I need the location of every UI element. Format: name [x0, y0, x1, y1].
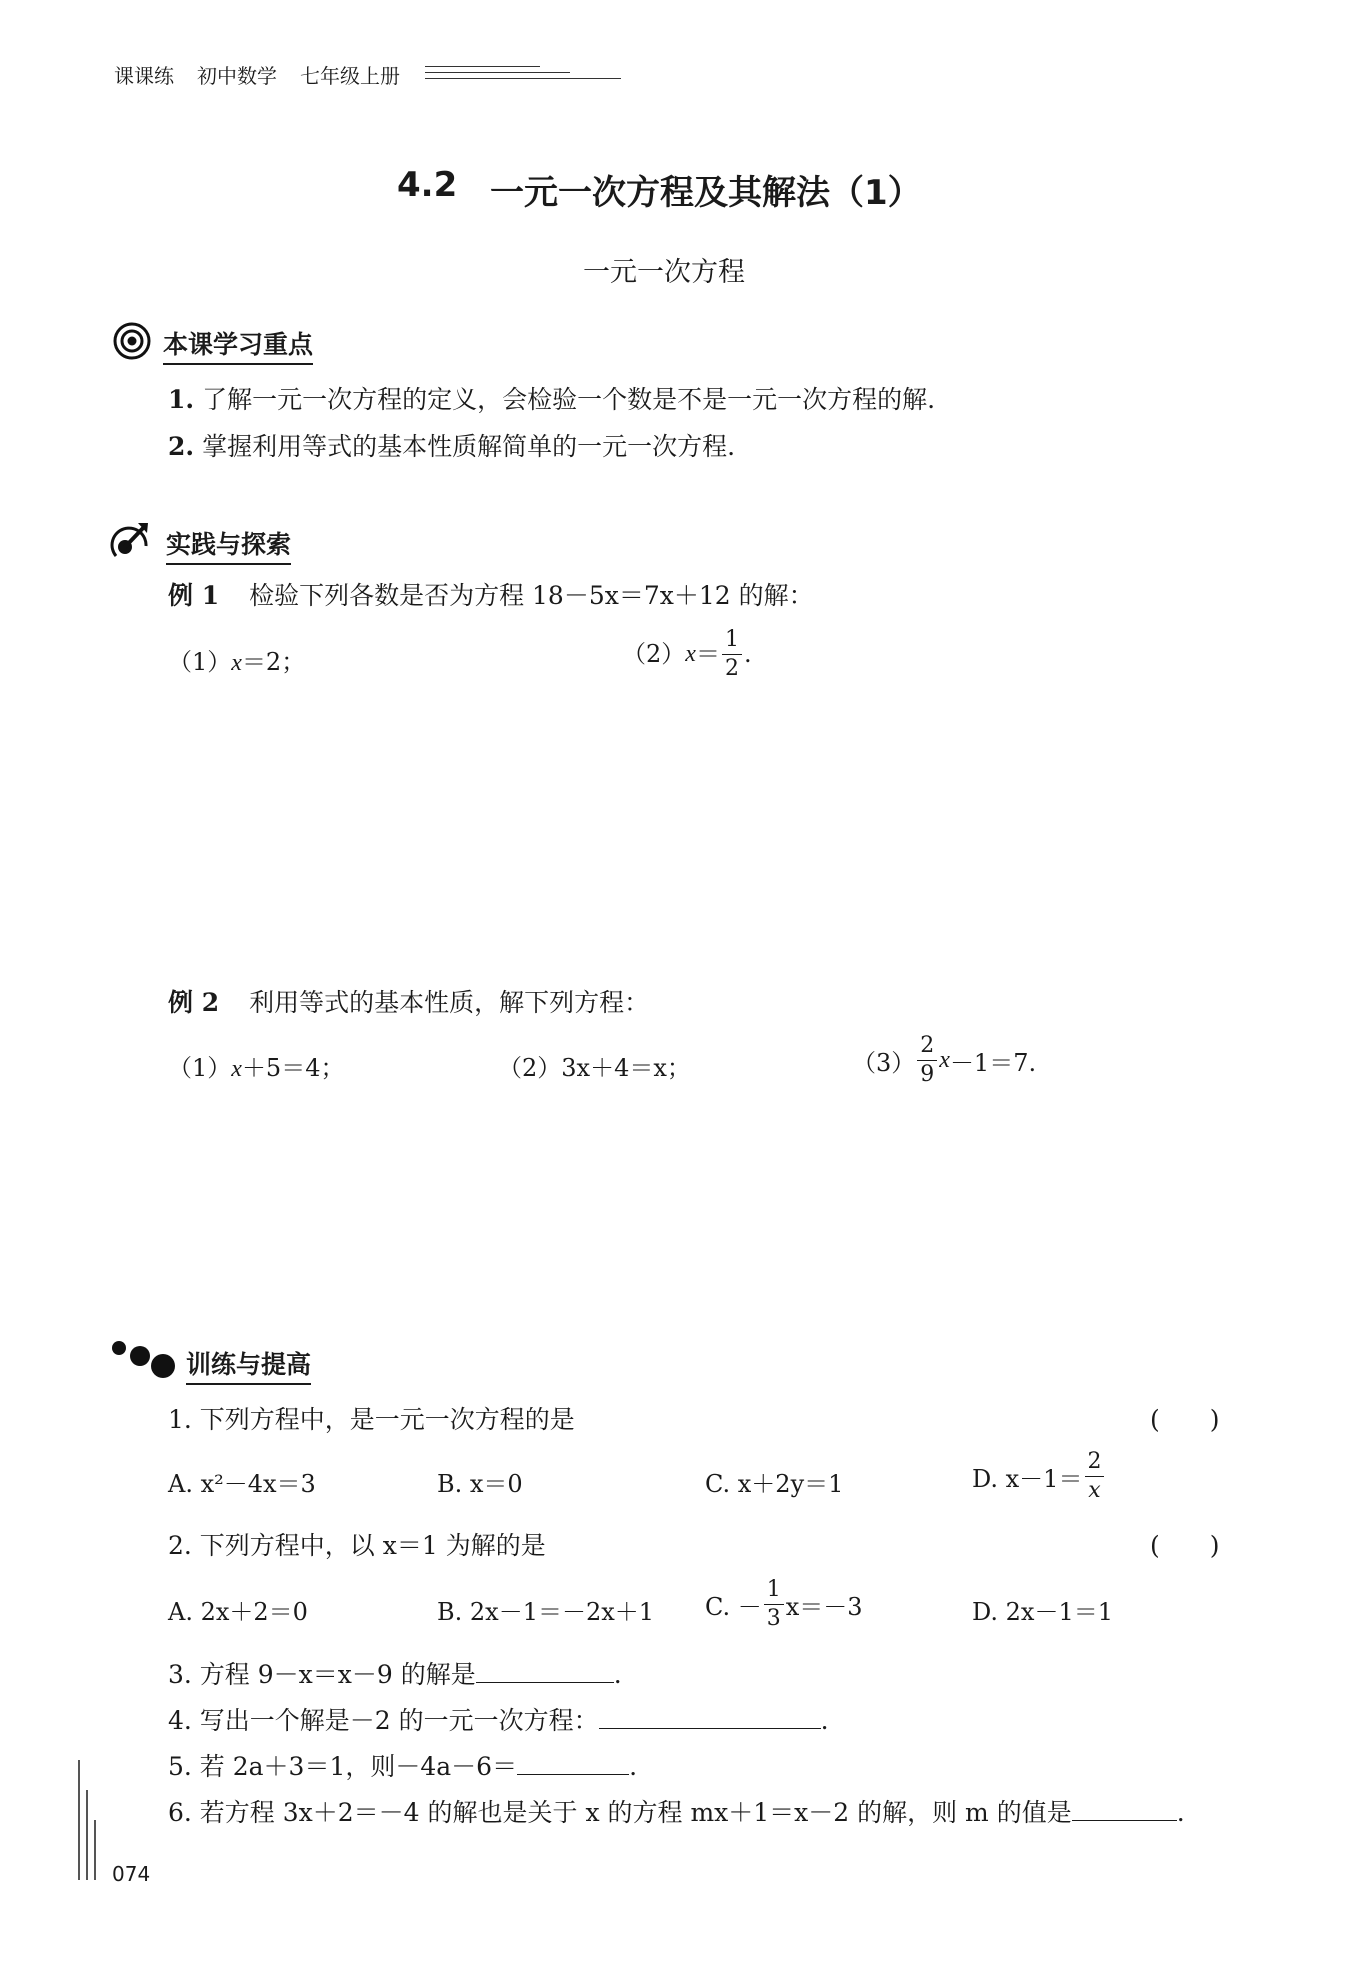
focus-item-2-num: 2.	[168, 432, 195, 461]
question-2-option-a: A. 2x＋2＝0	[168, 1598, 308, 1626]
example-2-p3-label: （3）	[852, 1048, 916, 1077]
header-rule-1	[425, 66, 540, 67]
lesson-subtitle: 一元一次方程	[583, 257, 745, 288]
fraction-numerator: 1	[724, 626, 739, 652]
example-1-p2-end: .	[743, 640, 752, 668]
question-5-end: .	[629, 1752, 638, 1781]
answer-blank[interactable]	[517, 1748, 629, 1775]
target-icon	[113, 322, 151, 360]
focus-item-1	[168, 380, 935, 416]
question-1-option-c: C. x＋2y＝1	[705, 1470, 844, 1498]
question-6-end: .	[1176, 1798, 1185, 1827]
question-1-option-d-pre: D. x－1＝	[972, 1464, 1083, 1493]
question-4-end: .	[820, 1706, 829, 1735]
section-focus-title: 本课学习重点	[163, 325, 313, 365]
fraction-two-ninths	[917, 1032, 937, 1087]
example-1	[168, 576, 814, 612]
lesson-number: 4.2	[397, 165, 458, 205]
answer-blank[interactable]	[476, 1656, 614, 1683]
section-training-title: 训练与提高	[186, 1345, 311, 1385]
example-2-p1-text: ＋5＝4；	[241, 1054, 345, 1082]
lesson-title: 一元一次方程及其解法（1）	[490, 173, 922, 213]
example-1-p1-rest: ＝2；	[241, 648, 306, 676]
answer-blank[interactable]	[599, 1702, 821, 1729]
example-1-p2-rest: ＝	[695, 640, 720, 668]
example-1-part-1	[168, 642, 305, 677]
variable-x: x	[231, 650, 242, 676]
question-2-option-c-pre: C. －	[705, 1592, 762, 1621]
example-2-p1-label: （1）	[168, 1054, 232, 1082]
example-2-p2-text: 3x＋4＝x；	[561, 1054, 691, 1082]
example-2-part-1	[168, 1048, 344, 1083]
question-1-answer-paren: ( )	[1150, 1405, 1220, 1434]
question-2-option-c-post: x＝－3	[785, 1592, 863, 1621]
focus-item-2	[168, 427, 735, 463]
example-1-label: 例 1	[168, 581, 220, 610]
page-number: 074	[112, 1862, 151, 1886]
question-2-answer-paren: ( )	[1150, 1531, 1220, 1560]
fraction-denominator: 3	[764, 1604, 784, 1630]
question-3-text: 3. 方程 9－x＝x－9 的解是	[168, 1660, 476, 1689]
focus-item-2-text: 掌握利用等式的基本性质解简单的一元一次方程.	[202, 432, 736, 461]
question-2: 2. 下列方程中，以 x＝1 为解的是	[168, 1531, 546, 1560]
section-practice-title: 实践与探索	[166, 525, 291, 565]
question-1-option-a: A. x²－4x＝3	[168, 1470, 316, 1498]
question-4	[168, 1701, 829, 1737]
fraction-numerator: 1	[766, 1576, 781, 1602]
example-2-prompt: 利用等式的基本性质，解下列方程：	[249, 988, 650, 1017]
fraction-two-over-x	[1084, 1448, 1104, 1503]
header-grade: 七年级上册	[300, 64, 400, 88]
dots-icon	[110, 1338, 176, 1380]
question-5	[168, 1747, 637, 1783]
fraction-denominator: 9	[917, 1060, 937, 1086]
example-1-p1-label: （1）	[168, 648, 232, 676]
focus-item-1-num: 1.	[168, 385, 195, 414]
example-1-p2-label: （2）	[622, 640, 686, 668]
question-1-option-d	[972, 1444, 1106, 1508]
fraction-numerator: 2	[920, 1032, 935, 1058]
header-rule-2	[425, 72, 570, 73]
question-2-option-c	[705, 1572, 863, 1636]
question-4-text: 4. 写出一个解是－2 的一元一次方程：	[168, 1706, 599, 1735]
margin-line-3	[94, 1820, 96, 1880]
example-2	[168, 983, 649, 1019]
fraction-denominator: x	[1085, 1476, 1103, 1502]
question-6-text: 6. 若方程 3x＋2＝－4 的解也是关于 x 的方程 mx＋1＝x－2 的解，则 m 的值是	[168, 1798, 1072, 1827]
answer-blank[interactable]	[1072, 1794, 1177, 1821]
header-rule-3	[425, 78, 621, 79]
header-series: 课课练	[114, 64, 174, 88]
fraction-numerator: 2	[1087, 1448, 1102, 1474]
fraction-one-third	[764, 1576, 784, 1631]
question-5-text: 5. 若 2a＋3＝1，则－4a－6＝	[168, 1752, 518, 1781]
question-2-option-b: B. 2x－1＝－2x＋1	[437, 1598, 655, 1626]
focus-item-1-text: 了解一元一次方程的定义，会检验一个数是不是一元一次方程的解.	[202, 385, 936, 414]
arrow-icon	[110, 520, 152, 560]
question-1: 1. 下列方程中，是一元一次方程的是	[168, 1405, 575, 1434]
question-2-option-d: D. 2x－1＝1	[972, 1598, 1113, 1626]
question-3	[168, 1655, 622, 1691]
header-subject: 初中数学	[197, 64, 277, 88]
variable-x: x	[685, 641, 696, 667]
variable-x: x	[939, 1046, 950, 1073]
question-3-end: .	[613, 1660, 622, 1689]
question-1-option-b: B. x＝0	[437, 1470, 523, 1498]
example-2-p2-label: （2）	[498, 1054, 562, 1082]
example-2-label: 例 2	[168, 988, 220, 1017]
fraction-denominator: 2	[722, 654, 742, 680]
example-1-prompt: 检验下列各数是否为方程 18－5x＝7x＋12 的解：	[249, 581, 814, 610]
example-2-part-2	[498, 1048, 691, 1083]
margin-line-2	[86, 1790, 88, 1880]
example-1-part-2	[622, 624, 752, 684]
margin-line-1	[78, 1760, 80, 1880]
fraction-one-half	[722, 626, 742, 681]
example-2-part-3	[852, 1028, 1036, 1092]
question-6	[168, 1793, 1185, 1829]
example-2-p3-rest: －1＝7.	[949, 1048, 1037, 1077]
variable-x: x	[231, 1056, 242, 1082]
